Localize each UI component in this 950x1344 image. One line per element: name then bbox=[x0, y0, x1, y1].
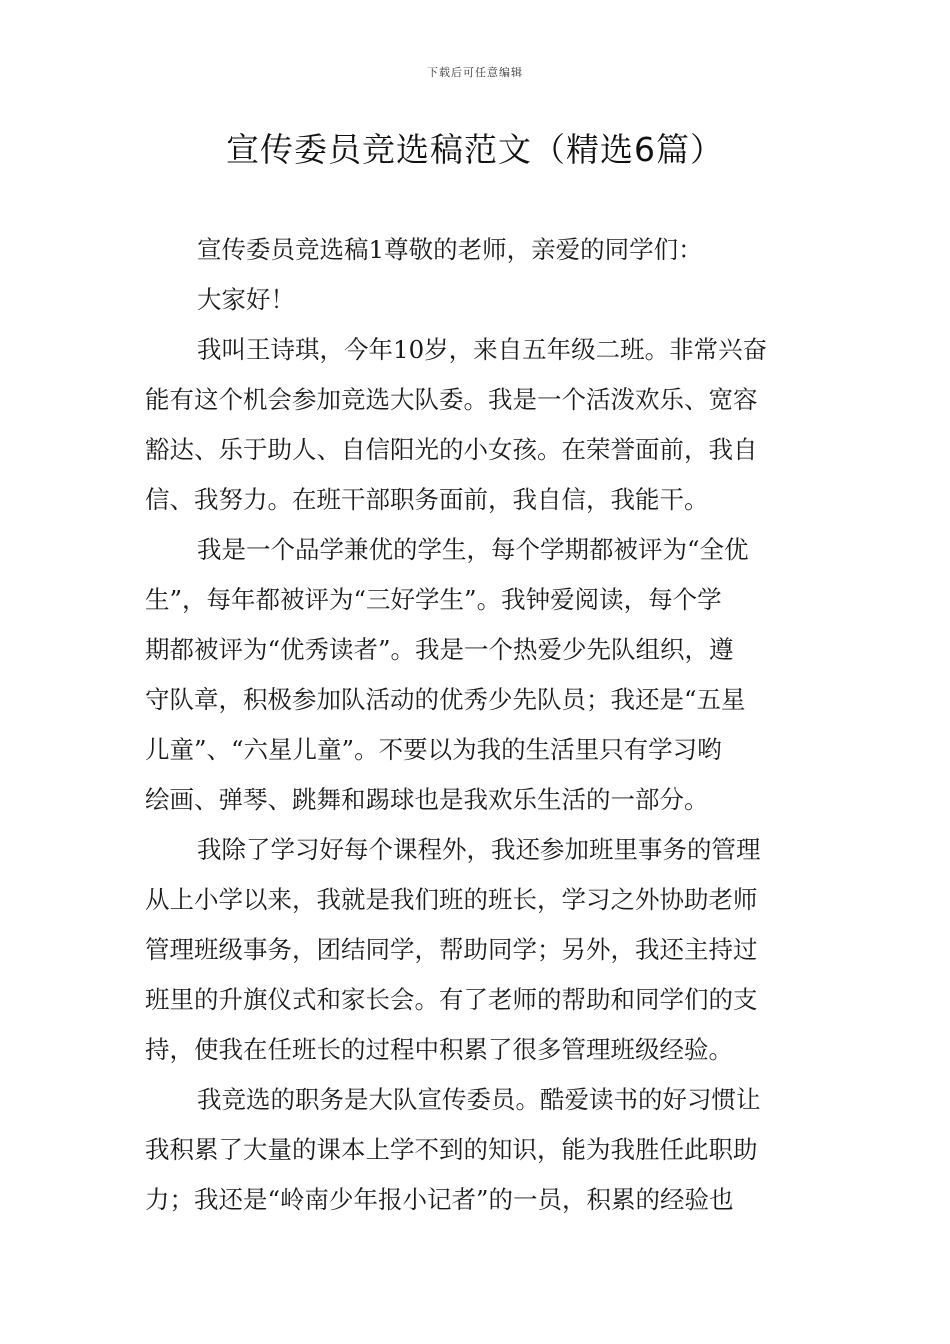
page-header-note: 下载后可任意编辑 bbox=[427, 66, 523, 79]
body-line: 守队章，积极参加队活动的优秀少先队员；我还是“五星 bbox=[145, 685, 746, 714]
body-line: 我是一个品学兼优的学生，每个学期都被评为“全优 bbox=[197, 535, 749, 564]
body-line: 大家好！ bbox=[197, 285, 295, 314]
body-line: 信、我努力。在班干部职务面前，我自信，我能干。 bbox=[145, 485, 709, 514]
body-line: 班里的升旗仪式和家长会。有了老师的帮助和同学们的支 bbox=[145, 985, 758, 1014]
body-line: 我除了学习好每个课程外，我还参加班里事务的管理 bbox=[197, 835, 761, 864]
body-line: 管理班级事务，团结同学，帮助同学；另外，我还主持过 bbox=[145, 935, 758, 964]
body-line: 从上小学以来，我就是我们班的班长，学习之外协助老师 bbox=[145, 885, 758, 914]
body-line: 我叫王诗琪，今年10岁，来自五年级二班。非常兴奋 bbox=[197, 335, 768, 364]
body-line: 力；我还是“岭南少年报小记者”的一员，积累的经验也 bbox=[145, 1185, 734, 1214]
body-line: 期都被评为“优秀读者”。我是一个热爱少先队组织，遵 bbox=[145, 635, 734, 664]
body-line: 儿童”、“六星儿童”。不要以为我的生活里只有学习哟 bbox=[145, 735, 722, 764]
document-body bbox=[145, 225, 810, 1225]
body-line: 生”，每年都被评为“三好学生”。我钟爱阅读，每个学 bbox=[145, 585, 722, 614]
body-line: 绘画、弹琴、跳舞和踢球也是我欢乐生活的一部分。 bbox=[145, 785, 709, 814]
document-title: 宣传委员竞选稿范文（精选6篇） bbox=[226, 130, 724, 169]
body-line: 持，使我在任班长的过程中积累了很多管理班级经验。 bbox=[145, 1035, 733, 1064]
body-line: 豁达、乐于助人、自信阳光的小女孩。在荣誉面前，我自 bbox=[145, 435, 758, 464]
body-line: 能有这个机会参加竞选大队委。我是一个活泼欢乐、宽容 bbox=[145, 385, 758, 414]
body-line: 我积累了大量的课本上学不到的知识，能为我胜任此职助 bbox=[145, 1135, 758, 1164]
body-line: 我竞选的职务是大队宣传委员。酷爱读书的好习惯让 bbox=[197, 1085, 761, 1114]
body-line: 宣传委员竞选稿1尊敬的老师，亲爱的同学们： bbox=[197, 235, 703, 264]
